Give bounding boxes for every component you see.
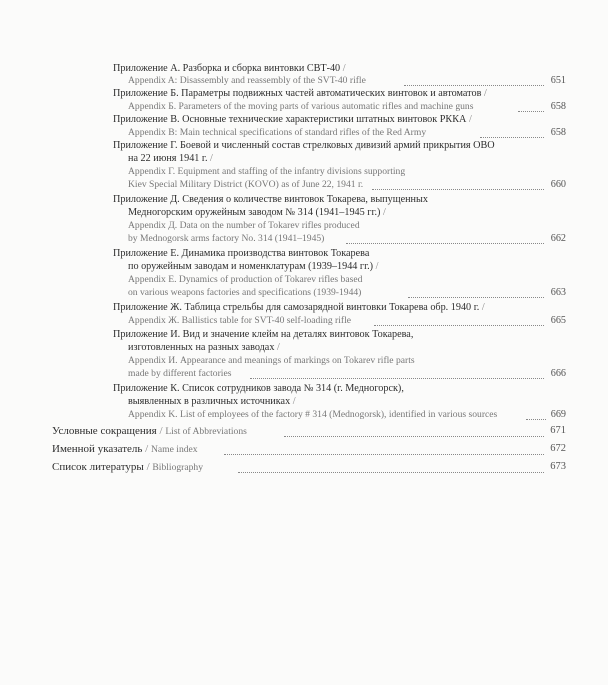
- page-number: 660: [550, 179, 566, 190]
- entry-title-ru: Приложение В. Основные технические характеристики штатных винтовок РККА: [113, 114, 467, 125]
- entry-title-ru-cont: выявленных в различных источниках: [128, 396, 291, 407]
- page-number: 669: [550, 409, 566, 420]
- separator: /: [274, 342, 280, 353]
- page-number: 658: [550, 101, 566, 112]
- entry-title-en-cont: on various weapons factories and specifications (1939-1944): [128, 287, 362, 298]
- dot-leader: [224, 453, 544, 455]
- entry-title-ru: Условные сокращения: [52, 425, 157, 437]
- entry-title-en-cont: made by different factories: [128, 368, 232, 379]
- entry-title-ru: Приложение Д. Сведения о количестве винтовок Токарева, выпущенных: [113, 194, 428, 205]
- separator: /: [479, 302, 485, 313]
- toc-page: Приложение А. Разборка и сборка винтовки СВТ-40 / Appendix A: Disassembly and reassembly of the SVT-40 rifle 651 Приложение Б. Параметры подвижных частей автоматических винтовок и автоматов / Appendix Б. Parameters of the moving parts of various automatic rifles and machine guns 658 Приложение В. Основные технические характеристики штатных винтовок РККА / Appendix B: Main technical specifications of standard rifles of the Red Army 658 Приложение Г. Боевой и численный состав стрелковых дивизий армий прикрытия ОВО на 22 июня 1941 г. / Appendix Г. Equipment and staffing of the infantry divisions supporting Kiev Special Military District (KOVO) as of June 22, 1941 г. 660 Приложение Д. Сведения о количестве винтовок Токарева, выпущенных Медногорским оружейным заводом № 314 (1941–1945 гг.) / Appendix Д. Data on the number of Tokarev rifles produced by Mednogorsk arms factory No. 314 (1941–1945) 662 Приложение Е. Динамика производства винтовок Токарева по оружейным заводам и номенклатурам (1939–1944 гг.) / Appendix E. Dynamics of production of Tokarev rifles based on various weapons factories and specifications (1939-1944) 663 Приложение Ж. Таблица стрельбы для самозарядной винтовки Токарева обр. 1940 г. / Appendix Ж. Ballistics table for SVT-40 self-loading rifle 665 Приложение И. Вид и значение клейм на деталях винтовок Токарева, изготовленных на разных заводах / Appendix И. Appearance and meanings of markings on Tokarev rifle parts made by different factories 666 Приложение К. Список сотрудников завода № 314 (г. Медногорск), выявленных в различных источниках / Appendix K. List of employees of the factory # 314 (Mednogorsk), identified in various sources 669 Условные сокращения / List of Abbreviations 671 Именной указатель / Name index 672 Список литературы / Bibliography 673: [52, 63, 566, 473]
- entry-title-en: Appendix Д. Data on the number of Tokarev rifles produced: [128, 220, 360, 231]
- entry-title-ru-cont: по оружейным заводам и номенклатурам (1939–1944 гг.): [128, 261, 374, 272]
- entry-title-en-cont: Kiev Special Military District (KOVO) as of June 22, 1941 г.: [128, 179, 364, 190]
- separator: /: [466, 114, 472, 125]
- dot-leader: [408, 296, 544, 298]
- entry-title-ru: Приложение И. Вид и значение клейм на деталях винтовок Токарева,: [113, 329, 414, 340]
- entry-title-en: Appendix Г. Equipment and staffing of the infantry divisions supporting: [128, 166, 406, 177]
- entry-title-en: List of Abbreviations: [165, 426, 247, 437]
- entry-title-en-cont: by Mednogorsk arms factory No. 314 (1941–1945): [128, 233, 325, 244]
- dot-leader: [346, 242, 544, 244]
- page-number: 666: [550, 368, 566, 379]
- dot-leader: [480, 136, 544, 138]
- dot-leader: [374, 324, 544, 326]
- entry-title-ru-cont: изготовленных на разных заводах: [128, 342, 275, 353]
- entry-title-ru: Список литературы: [52, 461, 144, 473]
- entry-title-ru-cont: на 22 июня 1941 г.: [128, 153, 208, 164]
- dot-leader: [404, 84, 544, 86]
- dot-leader: [250, 377, 544, 379]
- page-number: 665: [550, 315, 566, 326]
- separator: /: [373, 261, 379, 272]
- page-number: 658: [550, 127, 566, 138]
- entry-title-ru: Приложение Ж. Таблица стрельбы для самозарядной винтовки Токарева обр. 1940 г.: [113, 302, 480, 313]
- dot-leader: [372, 188, 544, 190]
- separator: /: [207, 153, 213, 164]
- entry-title-en: Name index: [150, 444, 198, 455]
- entry-title-en: Appendix K. List of employees of the factory # 314 (Mednogorsk), identified in various sources: [128, 409, 498, 420]
- entry-title-ru: Приложение Б. Параметры подвижных частей автоматических винтовок и автоматов: [113, 88, 482, 99]
- separator: /: [290, 396, 296, 407]
- entry-title-en: Bibliography: [152, 462, 204, 473]
- entry-title-en: Appendix A: Disassembly and reassembly of the SVT-40 rifle: [128, 75, 366, 86]
- entry-title-ru: Приложение Г. Боевой и численный состав стрелковых дивизий армий прикрытия ОВО: [113, 140, 495, 151]
- entry-title-ru: Именной указатель: [52, 443, 143, 455]
- entry-title-en: Appendix Ж. Ballistics table for SVT-40 self-loading rifle: [128, 315, 351, 326]
- entry-title-ru-cont: Медногорским оружейным заводом № 314 (1941–1945 гг.): [128, 207, 381, 218]
- entry-title-en: Appendix B: Main technical specifications of standard rifles of the Red Army: [128, 127, 427, 138]
- page-number: 651: [550, 75, 566, 86]
- dot-leader: [526, 418, 546, 420]
- separator: /: [380, 207, 386, 218]
- entry-title-ru: Приложение Е. Динамика производства винтовок Токарева: [113, 248, 370, 259]
- page-number: 672: [550, 443, 566, 454]
- entry-title-ru: Приложение А. Разборка и сборка винтовки СВТ-40: [113, 63, 341, 74]
- page-number: 662: [550, 233, 566, 244]
- entry-title-ru: Приложение К. Список сотрудников завода № 314 (г. Медногорск),: [113, 383, 404, 394]
- dot-leader: [284, 435, 544, 437]
- separator: /: [481, 88, 487, 99]
- page-number: 673: [550, 461, 566, 472]
- separator: /: [340, 63, 346, 74]
- dot-leader: [518, 110, 544, 112]
- page-number: 663: [550, 287, 566, 298]
- page-number: 671: [550, 425, 566, 436]
- dot-leader: [238, 471, 544, 473]
- entry-title-en: Appendix Б. Parameters of the moving parts of various automatic rifles and machine guns: [128, 101, 474, 112]
- entry-title-en: Appendix И. Appearance and meanings of markings on Tokarev rifle parts: [128, 355, 415, 366]
- entry-title-en: Appendix E. Dynamics of production of Tokarev rifles based: [128, 274, 363, 285]
